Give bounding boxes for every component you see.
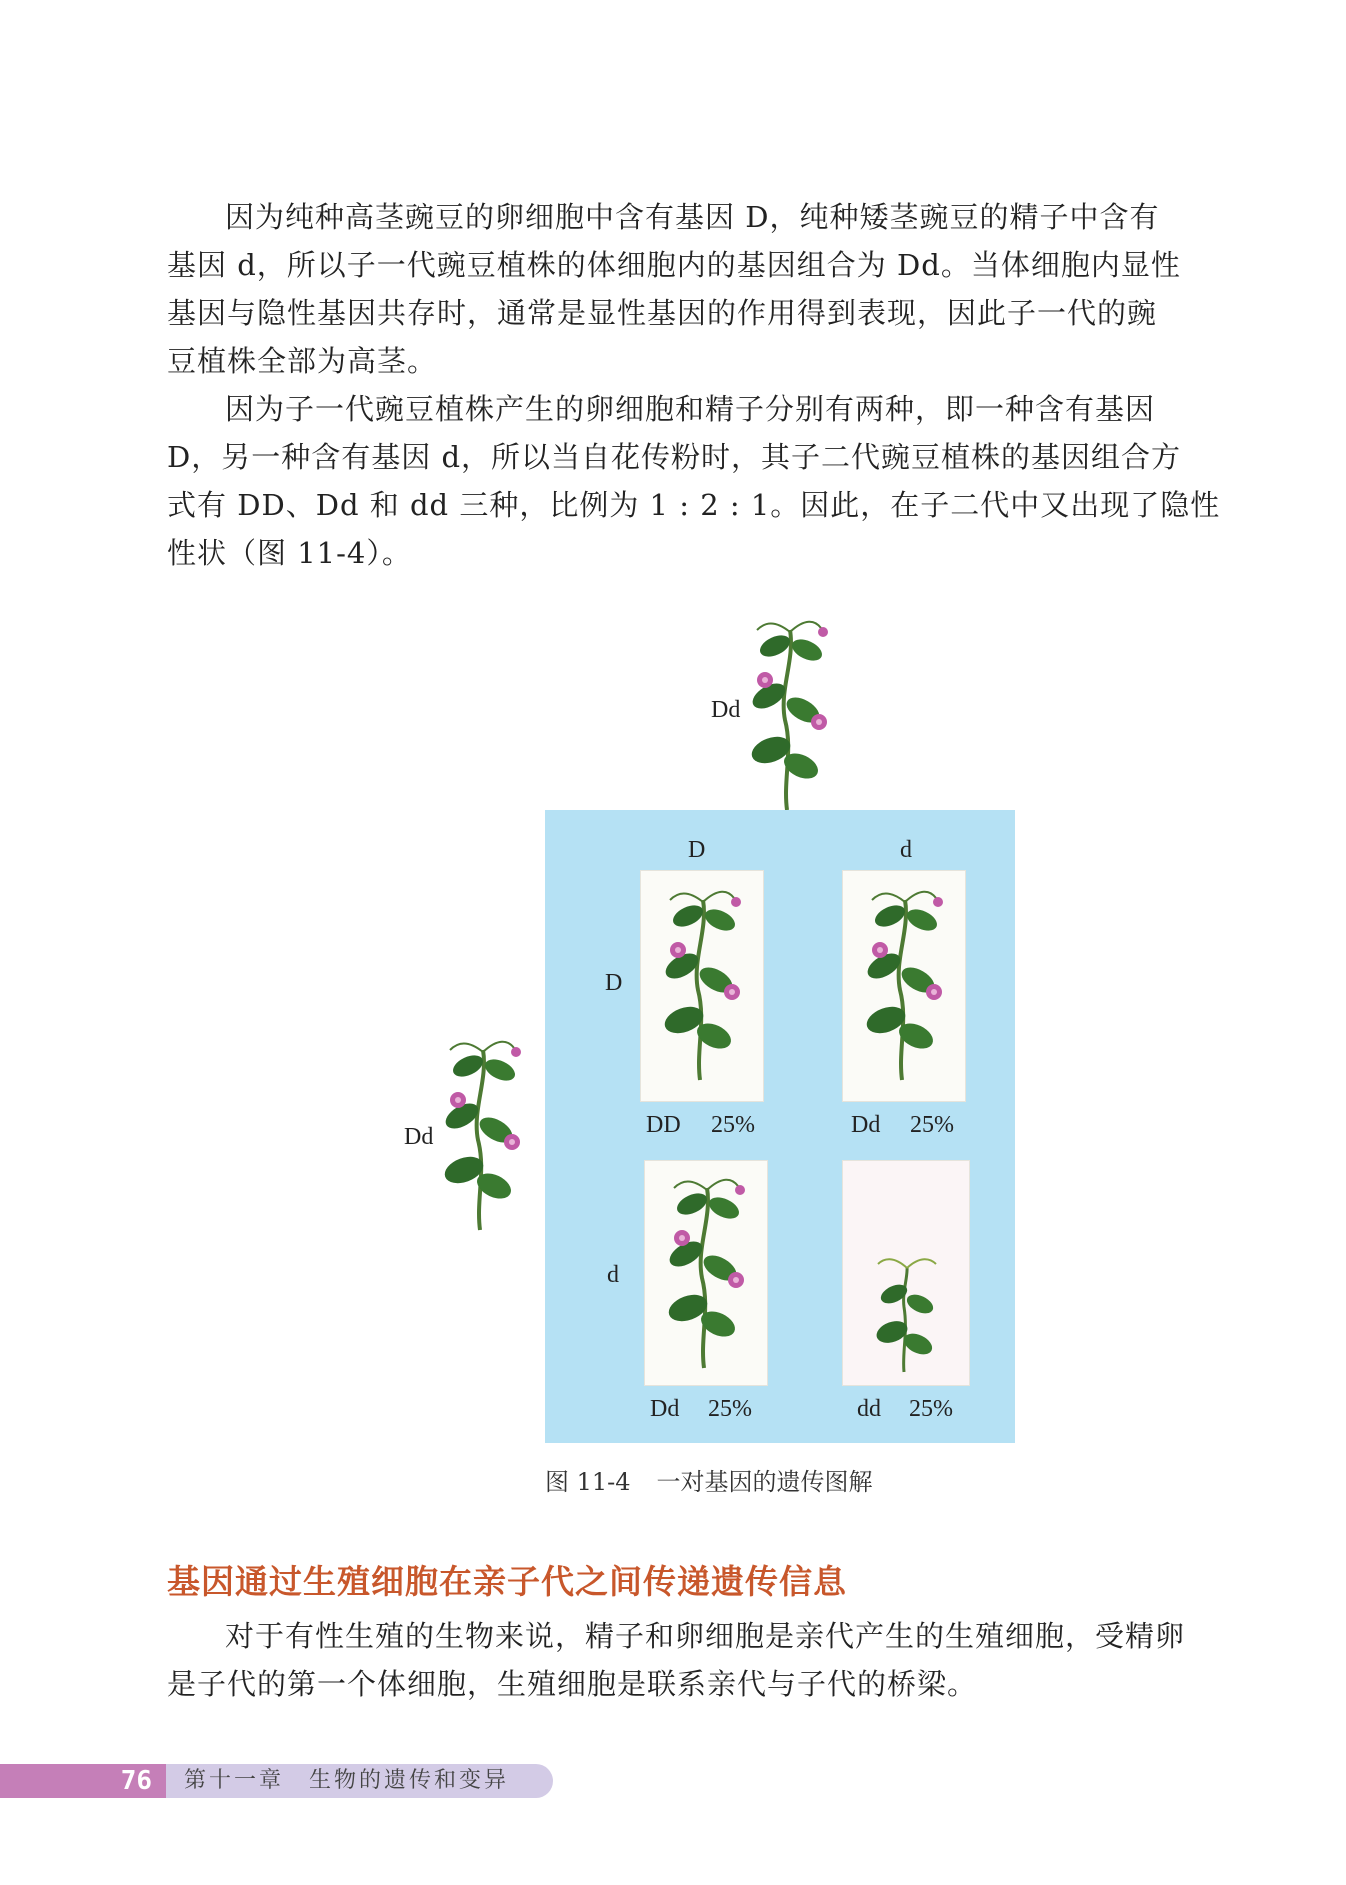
paragraph-3 <box>167 1612 1207 1708</box>
footer-chapter-title: 第十一章 生物的遗传和变异 <box>184 1768 510 1793</box>
column-header-1: D <box>688 837 706 863</box>
row-header-2: d <box>607 1262 619 1288</box>
cell-4-percent: 25% <box>909 1396 953 1422</box>
paragraph-1 <box>167 193 1207 385</box>
paragraph-2-line-1: 因为子一代豌豆植株产生的卵细胞和精子分别有两种，即一种含有基因 <box>225 392 1156 426</box>
paragraph-2-line-4: 性状（图 11-4）。 <box>167 536 412 570</box>
cell-3-percent: 25% <box>708 1396 752 1422</box>
paragraph-2-line-2: D，另一种含有基因 d，所以当自花传粉时，其子二代豌豆植株的基因组合方 <box>167 440 1182 474</box>
paragraph-2 <box>167 385 1221 577</box>
row-header-1: D <box>605 970 623 996</box>
cell-3-plant-illustration <box>652 1168 762 1373</box>
paragraph-1-line-1: 因为纯种高茎豌豆的卵细胞中含有基因 D，纯种矮茎豌豆的精子中含有 <box>225 200 1160 234</box>
cell-4-short-plant-illustration <box>852 1232 962 1377</box>
section-heading: 基因通过生殖细胞在亲子代之间传递遗传信息 <box>167 1562 847 1601</box>
left-parent-plant-illustration <box>428 1030 538 1235</box>
cell-1-genotype: DD <box>646 1112 681 1138</box>
paragraph-1-line-3: 基因与隐性基因共存时，通常是显性基因的作用得到表现，因此子一代的豌 <box>167 296 1158 330</box>
left-parent-label: Dd <box>404 1124 434 1150</box>
top-parent-plant-illustration <box>735 610 845 815</box>
caption-number: 图 11-4 <box>545 1468 631 1496</box>
caption-title: 一对基因的遗传图解 <box>656 1468 873 1496</box>
column-header-2: d <box>900 837 912 863</box>
page-number: 76 <box>0 1764 166 1798</box>
top-parent-label: Dd <box>711 697 741 723</box>
paragraph-2-line-3: 式有 DD、Dd 和 dd 三种，比例为 1 : 2 : 1。因此，在子二代中又出现了隐性 <box>167 488 1221 522</box>
cell-3-genotype: Dd <box>650 1396 680 1422</box>
figure-caption <box>545 1462 873 1497</box>
paragraph-3-line-2: 是子代的第一个体细胞，生殖细胞是联系亲代与子代的桥梁。 <box>167 1667 978 1701</box>
paragraph-1-line-4: 豆植株全部为高茎。 <box>167 344 438 378</box>
cell-4-genotype: dd <box>857 1396 881 1422</box>
cell-1-percent: 25% <box>711 1112 755 1138</box>
cell-2-percent: 25% <box>910 1112 954 1138</box>
cell-2-plant-illustration <box>850 880 960 1085</box>
cell-2-genotype: Dd <box>851 1112 881 1138</box>
paragraph-1-line-2: 基因 d，所以子一代豌豆植株的体细胞内的基因组合为 Dd。当体细胞内显性 <box>167 248 1181 282</box>
paragraph-3-line-1: 对于有性生殖的生物来说，精子和卵细胞是亲代产生的生殖细胞，受精卵 <box>225 1619 1186 1653</box>
cell-1-plant-illustration <box>648 880 758 1085</box>
